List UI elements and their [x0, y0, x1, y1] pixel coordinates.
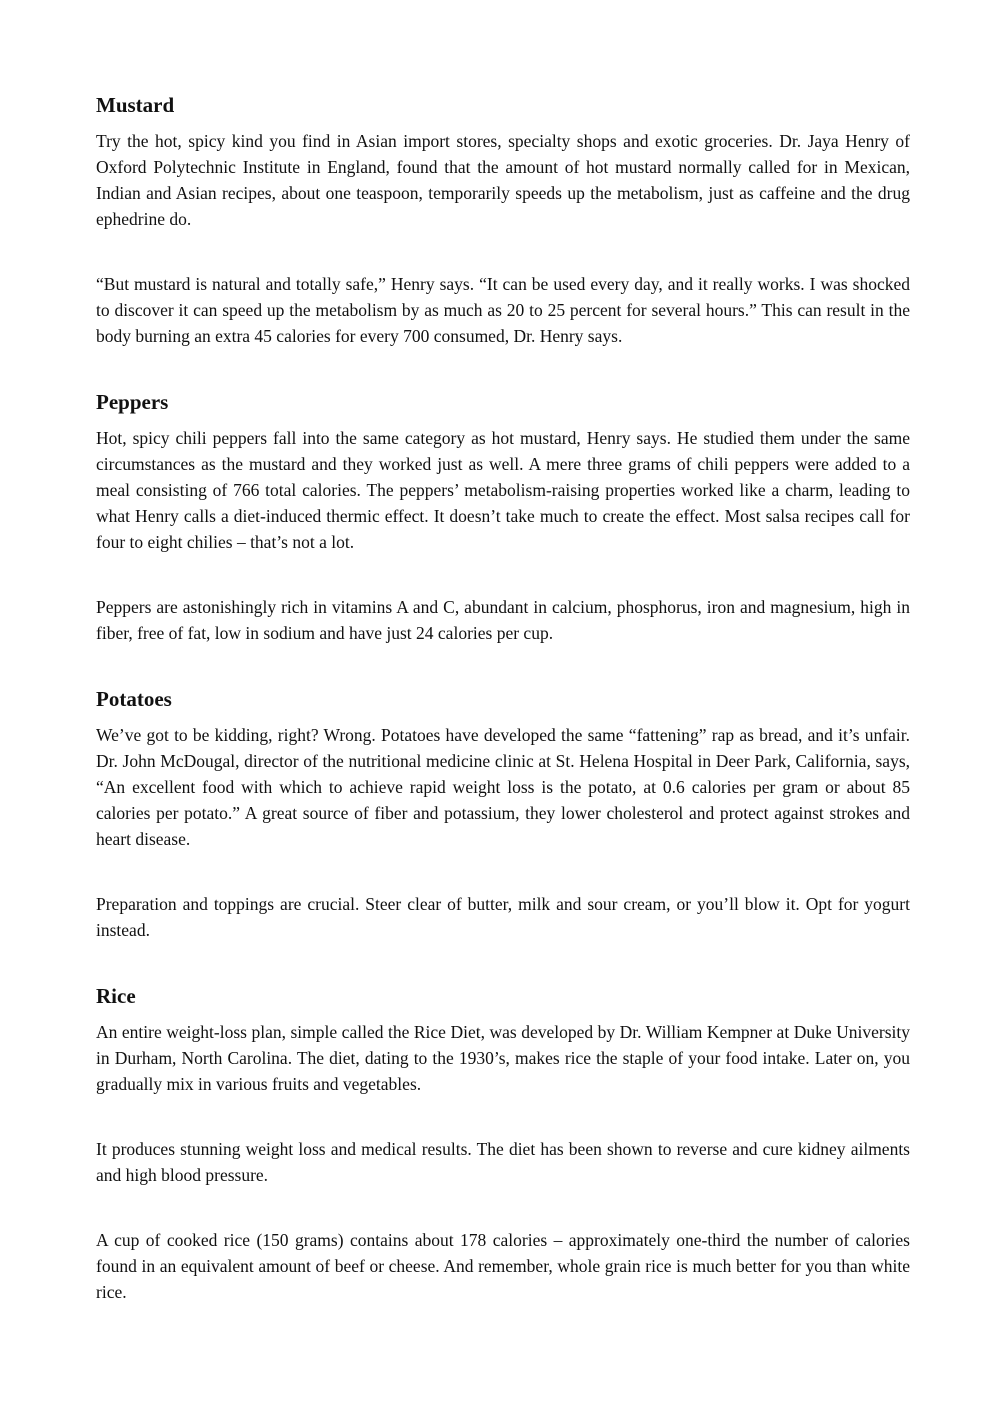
- section-heading-potatoes: Potatoes: [96, 687, 172, 711]
- paragraph: Peppers are astonishingly rich in vitamins A and C, abundant in calcium, phosphorus, iron and magnesium, high in fiber, free of fat, low in sodium and have just 24 calories per cup.: [96, 597, 910, 643]
- section-rice: [96, 983, 910, 1305]
- paragraph: Hot, spicy chili peppers fall into the same category as hot mustard, Henry says. He studied them under the same circumstances as the mustard and they worked just as well. A mere three grams of chili peppers were added to a meal consisting of 766 total calories. The peppers’ metabolism-raising properties worked like a charm, leading to what Henry calls a diet-induced thermic effect. It doesn’t take much to create the effect. Most salsa recipes call for four to eight chilies – that’s not a lot.: [96, 428, 910, 552]
- paragraph: “But mustard is natural and totally safe,” Henry says. “It can be used every day, and it really works. I was shocked to discover it can speed up the metabolism by as much as 20 to 25 percent for several hours.” This can result in the body burning an extra 45 calories for every 700 consumed, Dr. Henry says.: [96, 274, 910, 346]
- section-mustard: [96, 92, 910, 349]
- section-potatoes: [96, 686, 910, 943]
- paragraph: It produces stunning weight loss and medical results. The diet has been shown to reverse and cure kidney ailments and high blood pressure.: [96, 1139, 910, 1185]
- paragraph: Preparation and toppings are crucial. Steer clear of butter, milk and sour cream, or you’ll blow it. Opt for yogurt instead.: [96, 894, 910, 940]
- paragraph: A cup of cooked rice (150 grams) contains about 178 calories – approximately one-third the number of calories found in an equivalent amount of beef or cheese. And remember, whole grain rice is much better for you than white rice.: [96, 1230, 910, 1302]
- section-peppers: [96, 389, 910, 646]
- paragraph: An entire weight-loss plan, simple called the Rice Diet, was developed by Dr. William Kempner at Duke University in Durham, North Carolina. The diet, dating to the 1930’s, makes rice the staple of your food intake. Later on, you gradually mix in various fruits and vegetables.: [96, 1022, 910, 1094]
- section-heading-mustard: Mustard: [96, 93, 175, 117]
- paragraph: Try the hot, spicy kind you find in Asian import stores, specialty shops and exotic groceries. Dr. Jaya Henry of Oxford Polytechnic Institute in England, found that the amount of hot mustard normally called for in Mexican, Indian and Asian recipes, about one teaspoon, temporarily speeds up the metabolism, just as caffeine and the drug ephedrine do.: [96, 131, 910, 229]
- paragraph: We’ve got to be kidding, right? Wrong. Potatoes have developed the same “fattening” rap as bread, and it’s unfair. Dr. John McDougal, director of the nutritional medicine clinic at St. Helena Hospital in Deer Park, California, says, “An excellent food with which to achieve rapid weight loss is the potato, at 0.6 calories per gram or about 85 calories per potato.” A great source of fiber and potassium, they lower cholesterol and protect against strokes and heart disease.: [96, 725, 910, 849]
- section-heading-rice: Rice: [96, 984, 136, 1008]
- section-heading-peppers: Peppers: [96, 390, 169, 414]
